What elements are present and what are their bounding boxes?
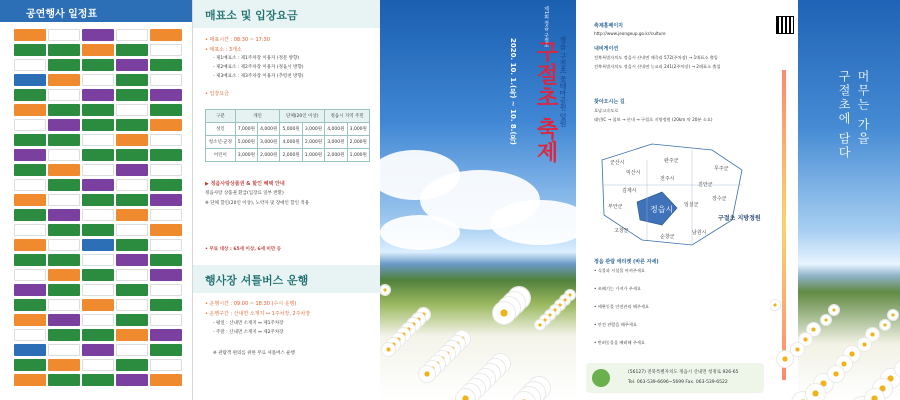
schedule-cell bbox=[82, 209, 114, 221]
schedule-cell bbox=[82, 284, 114, 296]
map-place-label: 순창군 bbox=[660, 234, 675, 240]
price-cell: 5,000원 bbox=[235, 136, 257, 149]
schedule-cell bbox=[82, 269, 114, 281]
schedule-cell bbox=[48, 239, 80, 251]
schedule-cell bbox=[116, 239, 148, 251]
price-cell: 2,000원 bbox=[280, 149, 302, 162]
ticket-title: 매표소 및 입장요금 bbox=[205, 9, 298, 22]
schedule-cell bbox=[14, 104, 46, 116]
daisy-flower bbox=[535, 320, 545, 330]
schedule-row bbox=[14, 148, 184, 162]
schedule-cell bbox=[150, 359, 182, 371]
region-map bbox=[592, 140, 762, 252]
schedule-cell bbox=[48, 29, 80, 41]
back-cover-panel bbox=[770, 0, 900, 400]
schedule-row bbox=[14, 253, 184, 267]
schedule-cell bbox=[82, 314, 114, 326]
route-road-2: 태인IC → 칠보 → 산내 → 구절초 지방정원 (20km 약 20분 소요) bbox=[594, 117, 713, 122]
navigation-line-2: 전북특별자치도 정읍시 산내면 능교리 241(2주차장) → 2매표소 출입 bbox=[594, 64, 721, 69]
schedule-cell bbox=[14, 239, 46, 251]
schedule-cell bbox=[14, 344, 46, 356]
schedule-cell bbox=[150, 329, 182, 341]
schedule-row bbox=[14, 268, 184, 282]
price-cell: 3,000원 bbox=[235, 149, 257, 162]
schedule-cell bbox=[82, 44, 114, 56]
schedule-cell bbox=[82, 179, 114, 191]
schedule-cell bbox=[14, 59, 46, 71]
daisy-flower bbox=[382, 343, 395, 356]
price-cell: 2,000원 bbox=[325, 149, 347, 162]
schedule-cell bbox=[48, 359, 80, 371]
cover-photo-panel bbox=[380, 0, 576, 400]
schedule-cell bbox=[116, 329, 148, 341]
map-place-label: 익산시 bbox=[626, 170, 641, 176]
schedule-cell bbox=[82, 74, 114, 86]
schedule-row bbox=[14, 58, 184, 72]
homepage-label: 축제홈페이지 bbox=[594, 23, 623, 29]
schedule-row bbox=[14, 28, 184, 42]
schedule-cell bbox=[48, 299, 80, 311]
schedule-cell bbox=[48, 224, 80, 236]
schedule-cell bbox=[116, 149, 148, 161]
schedule-cell bbox=[116, 224, 148, 236]
schedule-row bbox=[14, 193, 184, 207]
schedule-cell bbox=[14, 284, 46, 296]
price-cell: 7,000원 bbox=[235, 123, 257, 136]
schedule-cell bbox=[48, 134, 80, 146]
schedule-cell bbox=[116, 209, 148, 221]
schedule-cell bbox=[150, 149, 182, 161]
schedule-cell bbox=[14, 44, 46, 56]
etiquette-tip-2: • 쓰레기는 가져가 주세요 bbox=[594, 286, 641, 291]
schedule-cell bbox=[48, 209, 80, 221]
schedule-cell bbox=[14, 314, 46, 326]
etiquette-tip-4: • 안전 관람을 해주세요 bbox=[594, 322, 637, 327]
price-row bbox=[206, 136, 370, 149]
schedule-cell bbox=[14, 374, 46, 386]
contact-phone: Tel. 063-539-6696~5699 Fax. 063-539-6522 bbox=[628, 380, 728, 385]
schedule-header: 공연행사 일정표 bbox=[0, 0, 192, 22]
schedule-cell bbox=[48, 119, 80, 131]
schedule-cell bbox=[48, 89, 80, 101]
map-place-label: 남원시 bbox=[692, 230, 707, 236]
schedule-cell bbox=[116, 164, 148, 176]
schedule-cell bbox=[48, 344, 80, 356]
daisy-flower bbox=[806, 384, 825, 400]
schedule-cell bbox=[14, 209, 46, 221]
price-cell: 3,000원 bbox=[347, 123, 369, 136]
schedule-cell bbox=[150, 104, 182, 116]
daisy-flower bbox=[380, 285, 390, 295]
schedule-cell bbox=[150, 314, 182, 326]
price-cell: 1,000원 bbox=[347, 149, 369, 162]
cover-title: 구절초 축제 bbox=[533, 40, 558, 164]
schedule-cell bbox=[14, 194, 46, 206]
schedule-cell bbox=[14, 269, 46, 281]
schedule-cell bbox=[14, 164, 46, 176]
daisy-flower bbox=[829, 305, 839, 315]
schedule-cell bbox=[150, 134, 182, 146]
schedule-cell bbox=[14, 329, 46, 341]
ticket-offices: • 매표소 : 3개소 bbox=[205, 47, 242, 53]
schedule-row bbox=[14, 88, 184, 102]
navigation-label: 내비게이션 bbox=[594, 46, 619, 52]
schedule-row bbox=[14, 343, 184, 357]
schedule-cell bbox=[48, 314, 80, 326]
schedule-cell bbox=[82, 239, 114, 251]
schedule-cell bbox=[82, 104, 114, 116]
daisy-flower bbox=[828, 366, 844, 382]
schedule-cell bbox=[150, 209, 182, 221]
schedule-cell bbox=[14, 179, 46, 191]
schedule-cell bbox=[150, 374, 182, 386]
schedule-cell bbox=[48, 44, 80, 56]
schedule-cell bbox=[48, 284, 80, 296]
schedule-cell bbox=[150, 179, 182, 191]
price-cell: 4,000원 bbox=[325, 123, 347, 136]
price-cell: 5,000원 bbox=[280, 123, 302, 136]
schedule-cell bbox=[116, 179, 148, 191]
map-place-label: 김제시 bbox=[622, 188, 637, 194]
schedule-cell bbox=[82, 29, 114, 41]
schedule-cell bbox=[116, 269, 148, 281]
schedule-cell bbox=[14, 359, 46, 371]
shuttle-route: • 운행구간 : 산내면 소재지 ↔ 1주차장, 2주차장 bbox=[205, 311, 311, 317]
daisy-flower bbox=[791, 343, 804, 356]
schedule-row bbox=[14, 313, 184, 327]
daisy-flower bbox=[419, 366, 435, 382]
map-place-label: 고창군 bbox=[614, 228, 629, 234]
cloud-shape bbox=[380, 215, 460, 250]
schedule-grid bbox=[14, 28, 184, 390]
route-road-1: 호남고속도로 bbox=[594, 108, 619, 113]
schedule-cell bbox=[48, 269, 80, 281]
price-cell: 어린이 bbox=[206, 149, 236, 162]
schedule-cell bbox=[82, 149, 114, 161]
schedule-cell bbox=[150, 224, 182, 236]
schedule-row bbox=[14, 73, 184, 87]
cover-date: 2020. 10. 1.(목) ~ 10. 8.(목) bbox=[509, 38, 517, 145]
schedule-cell bbox=[150, 44, 182, 56]
price-head: 단체(20인 이상) bbox=[280, 110, 325, 123]
shuttle-hours: • 운행시간 : 09:00 ~ 18:30 (수시 운행) bbox=[205, 301, 297, 307]
daisy-flower bbox=[880, 320, 890, 330]
benefit-note-2: ※ 단체 할인(20인 이상), 노약자 및 장애인 할인 적용 bbox=[205, 201, 310, 206]
map-place-label: 군산시 bbox=[610, 160, 625, 166]
schedule-cell bbox=[116, 344, 148, 356]
schedule-cell bbox=[116, 134, 148, 146]
schedule-cell bbox=[150, 194, 182, 206]
schedule-row bbox=[14, 238, 184, 252]
schedule-cell bbox=[116, 299, 148, 311]
benefit-title: ▶ 정읍사랑상품권 & 할인 혜택 안내 bbox=[205, 181, 285, 187]
price-cell: 2,000원 bbox=[347, 136, 369, 149]
ticket-office-1: - 제1매표소 : 제1주차장 이용자 (정문 방향) bbox=[213, 56, 300, 61]
schedule-cell bbox=[150, 89, 182, 101]
schedule-panel bbox=[0, 0, 193, 400]
schedule-cell bbox=[82, 344, 114, 356]
shuttle-weekend: - 주말 : 산내면 소재지 ↔ 제2주차장 bbox=[213, 330, 284, 335]
schedule-row bbox=[14, 133, 184, 147]
city-logo-icon bbox=[592, 369, 610, 387]
schedule-cell bbox=[116, 74, 148, 86]
schedule-row bbox=[14, 283, 184, 297]
back-cover-accent bbox=[782, 70, 786, 380]
etiquette-tip-3: • 애완동물 안전관리 해주세요 bbox=[594, 304, 650, 309]
schedule-cell bbox=[82, 329, 114, 341]
schedule-cell bbox=[116, 119, 148, 131]
schedule-cell bbox=[116, 89, 148, 101]
schedule-cell bbox=[116, 359, 148, 371]
schedule-cell bbox=[14, 89, 46, 101]
schedule-cell bbox=[150, 284, 182, 296]
daisy-flower bbox=[888, 310, 898, 320]
daisy-flower bbox=[777, 351, 793, 367]
schedule-cell bbox=[48, 149, 80, 161]
schedule-side-note bbox=[2, 40, 12, 360]
schedule-cell bbox=[116, 104, 148, 116]
schedule-cell bbox=[14, 29, 46, 41]
schedule-cell bbox=[82, 224, 114, 236]
map-center-label: 정읍시 bbox=[650, 205, 674, 214]
schedule-cell bbox=[150, 59, 182, 71]
schedule-cell bbox=[82, 299, 114, 311]
back-cover-title: 머무는 가을 bbox=[856, 70, 870, 146]
daisy-flower bbox=[770, 300, 780, 310]
schedule-row bbox=[14, 43, 184, 57]
schedule-cell bbox=[116, 194, 148, 206]
schedule-cell bbox=[48, 254, 80, 266]
schedule-row bbox=[14, 208, 184, 222]
price-row bbox=[206, 123, 370, 136]
route-label: 찾아오시는 길 bbox=[594, 99, 625, 105]
schedule-cell bbox=[150, 344, 182, 356]
price-cell: 2,000원 bbox=[258, 149, 280, 162]
price-cell: 3,000원 bbox=[258, 136, 280, 149]
ticket-office-2: - 제2매표소 : 제2주차장 이용자 (정읍시 방향) bbox=[213, 65, 304, 70]
map-place-label: 진안군 bbox=[698, 182, 713, 188]
homepage-url: http://www.jeongeup.go.kr/culture bbox=[594, 31, 666, 36]
schedule-cell bbox=[82, 374, 114, 386]
schedule-cell bbox=[150, 164, 182, 176]
schedule-cell bbox=[14, 149, 46, 161]
schedule-cell bbox=[150, 254, 182, 266]
shuttle-note: ※ 관람객 편의를 위한 무료 셔틀버스 운행 bbox=[213, 351, 295, 356]
price-cell: 1,000원 bbox=[302, 149, 324, 162]
schedule-cell bbox=[14, 254, 46, 266]
ticket-office-3: - 제3매표소 : 제3주차장 이용자 (추령천 방향) bbox=[213, 74, 304, 79]
schedule-cell bbox=[48, 329, 80, 341]
etiquette-tip-5: • 반려동물을 배려해 주세요 bbox=[594, 340, 645, 345]
map-place-label: 완주군 bbox=[664, 158, 679, 164]
price-cell: 3,000원 bbox=[302, 123, 324, 136]
schedule-cell bbox=[14, 299, 46, 311]
schedule-row bbox=[14, 163, 184, 177]
schedule-row bbox=[14, 328, 184, 342]
free-title: • 무료 대상 : 65세 이상, 6세 미만 등 bbox=[205, 247, 282, 252]
contact-footer bbox=[586, 363, 764, 393]
schedule-cell bbox=[82, 359, 114, 371]
schedule-cell bbox=[82, 164, 114, 176]
daisy-flower bbox=[821, 315, 831, 325]
map-place-label: 장수군 bbox=[712, 196, 727, 202]
schedule-cell bbox=[116, 29, 148, 41]
schedule-cell bbox=[116, 59, 148, 71]
price-row bbox=[206, 149, 370, 162]
qr-code-icon bbox=[776, 16, 794, 34]
map-place-label: 무주군 bbox=[714, 166, 729, 172]
price-head: 정읍시 지역 주민 bbox=[325, 110, 370, 123]
price-cell: 청소년·군경 bbox=[206, 136, 236, 149]
schedule-cell bbox=[48, 59, 80, 71]
back-cover-subtitle: 구절초에 담다 bbox=[837, 70, 851, 160]
schedule-cell bbox=[82, 89, 114, 101]
schedule-cell bbox=[48, 74, 80, 86]
daisy-flower bbox=[493, 302, 515, 324]
schedule-cell bbox=[82, 134, 114, 146]
schedule-cell bbox=[150, 29, 182, 41]
schedule-cell bbox=[48, 104, 80, 116]
schedule-cell bbox=[116, 284, 148, 296]
cover-subtitle: 정읍 구절초 꽃테마공원 일원 bbox=[559, 36, 567, 127]
shuttle-title: 행사장 셔틀버스 운행 bbox=[205, 274, 309, 287]
schedule-cell bbox=[48, 374, 80, 386]
schedule-cell bbox=[48, 194, 80, 206]
directions-panel bbox=[576, 0, 770, 400]
price-cell: 3,000원 bbox=[325, 136, 347, 149]
benefit-note-1: 정읍사랑 상품권 환급(입장료 일부 반환) bbox=[205, 191, 284, 196]
schedule-cell bbox=[14, 134, 46, 146]
contact-address: (56127) 전북특별자치도 정읍시 산내면 청정로 926-65 bbox=[628, 370, 739, 375]
schedule-cell bbox=[116, 314, 148, 326]
schedule-cell bbox=[150, 239, 182, 251]
schedule-row bbox=[14, 103, 184, 117]
schedule-cell bbox=[150, 119, 182, 131]
price-cell: 4,000원 bbox=[280, 136, 302, 149]
schedule-row bbox=[14, 358, 184, 372]
daisy-flower bbox=[858, 338, 871, 351]
price-head: 개인 bbox=[235, 110, 280, 123]
schedule-cell bbox=[14, 224, 46, 236]
ticket-fee-label: • 입장요금 bbox=[205, 91, 229, 97]
ticket-hours: • 매표시간 : 08:30 ~ 17:30 bbox=[205, 37, 270, 43]
price-cell: 성인 bbox=[206, 123, 236, 136]
cloud-shape bbox=[490, 200, 576, 245]
schedule-row bbox=[14, 373, 184, 387]
schedule-cell bbox=[48, 164, 80, 176]
schedule-cell bbox=[150, 74, 182, 86]
schedule-cell bbox=[82, 254, 114, 266]
shuttle-weekday: - 평일 : 산내면 소재지 ↔ 제1주차장 bbox=[213, 321, 284, 326]
etiquette-tip-1: • 식물과 시설물 아껴주세요 bbox=[594, 268, 645, 273]
ticket-panel bbox=[193, 0, 380, 400]
etiquette-title: 정읍 관람 에티켓 (바른 자세) bbox=[594, 259, 659, 265]
price-cell: 4,000원 bbox=[258, 123, 280, 136]
schedule-row bbox=[14, 178, 184, 192]
schedule-cell bbox=[116, 44, 148, 56]
price-table bbox=[205, 109, 370, 162]
schedule-cell bbox=[150, 299, 182, 311]
schedule-cell bbox=[48, 179, 80, 191]
schedule-cell bbox=[116, 254, 148, 266]
map-place-label: 임실군 bbox=[684, 202, 699, 208]
schedule-cell bbox=[82, 119, 114, 131]
map-place-label: 부안군 bbox=[608, 204, 623, 210]
schedule-cell bbox=[82, 194, 114, 206]
cover-stamp: 제1회 정읍 구절초 bbox=[543, 6, 549, 48]
navigation-line-1: 전북특별자치도 정읍시 산내면 매죽리 572(주차장) → 1매표소 출입 bbox=[594, 55, 718, 60]
schedule-row bbox=[14, 298, 184, 312]
schedule-cell bbox=[14, 74, 46, 86]
price-head: 구분 bbox=[206, 110, 236, 123]
price-cell: 2,000원 bbox=[302, 136, 324, 149]
map-destination-label: 구절초 지방정원 bbox=[718, 215, 761, 222]
schedule-cell bbox=[14, 119, 46, 131]
schedule-cell bbox=[116, 374, 148, 386]
schedule-cell bbox=[150, 269, 182, 281]
schedule-row bbox=[14, 223, 184, 237]
map-place-label: 전주시 bbox=[660, 176, 675, 182]
schedule-row bbox=[14, 118, 184, 132]
schedule-cell bbox=[82, 59, 114, 71]
